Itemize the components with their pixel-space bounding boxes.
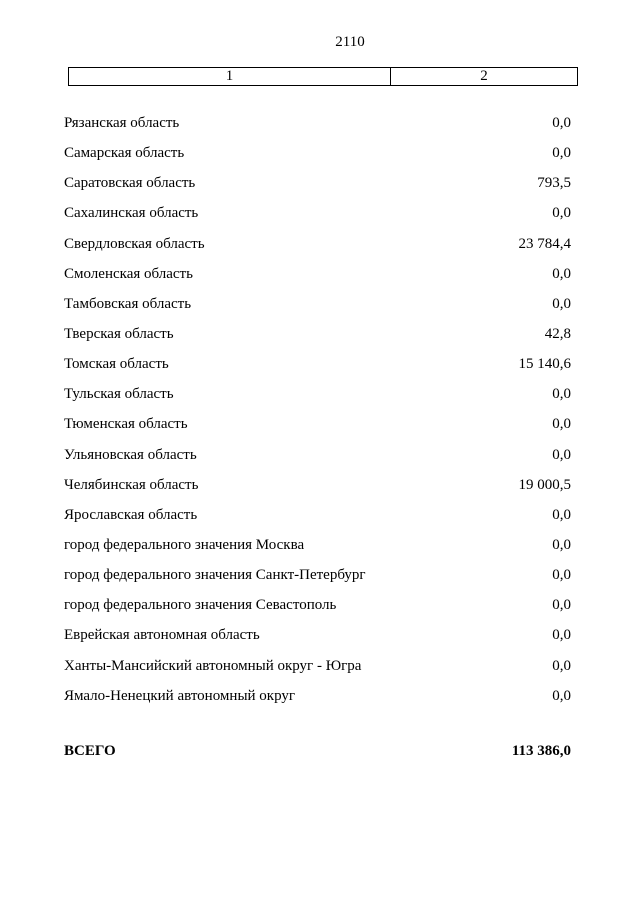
region-value: 42,8 xyxy=(544,325,571,342)
page-number: 2110 xyxy=(335,34,365,50)
table-row xyxy=(0,324,640,354)
region-value: 23 784,4 xyxy=(518,235,571,252)
region-name: Рязанская область xyxy=(64,115,180,131)
region-value: 0,0 xyxy=(552,416,571,433)
region-name: Тверская область xyxy=(64,325,174,342)
table-row xyxy=(0,384,640,414)
region-name: Томская область xyxy=(64,356,169,373)
region-name: Саратовская область xyxy=(64,175,196,192)
table-row xyxy=(0,565,640,595)
table-row xyxy=(0,656,640,686)
region-name: Тюменская область xyxy=(64,416,188,433)
region-name: Ямало-Ненецкий автономный округ xyxy=(64,687,296,704)
region-value: 0,0 xyxy=(552,265,571,282)
region-name: Ханты-Мансийский автономный округ - Югра xyxy=(64,657,362,674)
region-name: город федерального значения Севастополь xyxy=(64,597,337,614)
table-row xyxy=(0,686,640,716)
region-value: 0,0 xyxy=(552,536,571,553)
column-header-2: 2 xyxy=(480,68,488,84)
total-value: 113 386,0 xyxy=(511,743,571,759)
table-row xyxy=(0,113,640,143)
table-row xyxy=(0,173,640,203)
table-row xyxy=(0,203,640,233)
region-value: 0,0 xyxy=(552,295,571,312)
region-name: Тульская область xyxy=(64,386,174,403)
column-header-1: 1 xyxy=(69,68,391,85)
region-value: 0,0 xyxy=(552,567,571,584)
region-name: Самарская область xyxy=(64,145,185,162)
table-row xyxy=(0,535,640,565)
region-name: Сахалинская область xyxy=(64,205,199,222)
region-name: Ярославская область xyxy=(64,506,198,523)
table-row xyxy=(0,294,640,324)
table-row xyxy=(0,595,640,625)
region-value: 0,0 xyxy=(552,446,571,463)
total-row xyxy=(0,741,640,763)
region-value: 0,0 xyxy=(552,386,571,403)
region-name: Свердловская область xyxy=(64,235,205,252)
region-name: Ульяновская область xyxy=(64,446,197,463)
column-header-table xyxy=(68,67,578,86)
region-name: Еврейская автономная область xyxy=(64,627,260,644)
table-row xyxy=(0,354,640,384)
region-value: 0,0 xyxy=(552,597,571,614)
table-row xyxy=(0,234,640,264)
table-row xyxy=(0,143,640,173)
region-value: 0,0 xyxy=(552,506,571,523)
region-value: 0,0 xyxy=(552,687,571,704)
region-value: 0,0 xyxy=(552,627,571,644)
region-name: город федерального значения Москва xyxy=(64,536,305,553)
total-label: ВСЕГО xyxy=(64,743,116,759)
region-name: Челябинская область xyxy=(64,476,199,493)
region-value: 793,5 xyxy=(537,175,571,192)
table-row xyxy=(0,414,640,444)
table-row xyxy=(0,505,640,535)
region-value: 15 140,6 xyxy=(518,356,571,373)
region-value: 0,0 xyxy=(552,145,571,162)
table-row xyxy=(0,475,640,505)
region-value: 0,0 xyxy=(552,657,571,674)
table-row xyxy=(0,445,640,475)
region-list xyxy=(0,113,640,716)
table-row xyxy=(0,264,640,294)
region-name: Тамбовская область xyxy=(64,295,192,312)
region-value: 0,0 xyxy=(552,115,571,131)
region-name: Смоленская область xyxy=(64,265,193,282)
table-row xyxy=(0,625,640,655)
region-value: 19 000,5 xyxy=(518,476,571,493)
region-value: 0,0 xyxy=(552,205,571,222)
region-name: город федерального значения Санкт-Петербург xyxy=(64,567,366,584)
